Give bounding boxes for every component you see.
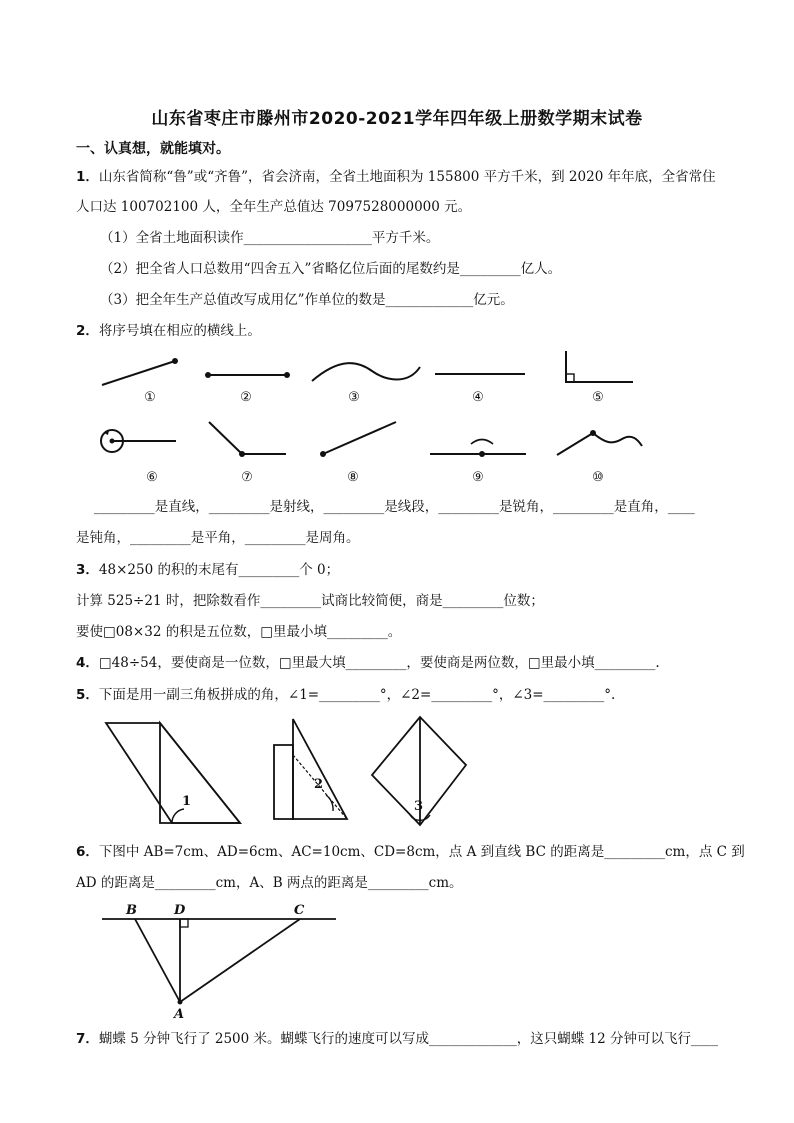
question-text: □48÷54，要使商是一位数，□里最大填_________，要使商是两位数，□里最小填_________. — [98, 655, 660, 671]
question-number: 5． — [76, 687, 99, 703]
question-1-sub-2: （2）把全省人口总数用“四舍五入”省略亿位后面的尾数约是_________亿人。 — [100, 261, 562, 277]
question-number: 2． — [76, 323, 99, 339]
figure-label-5: ⑤ — [592, 390, 604, 405]
question-1-line-1 — [76, 168, 716, 186]
question-number: 4． — [76, 655, 99, 671]
angle-3-label: 3 — [414, 799, 424, 814]
page-title: 山东省枣庄市滕州市2020-2021学年四年级上册数学期末试卷 — [151, 109, 643, 129]
figure-1-ray — [102, 361, 175, 385]
figure-label-7: ⑦ — [241, 470, 253, 485]
question-6-line-2: AD 的距离是_________cm，A、B 两点的距离是_________cm。 — [76, 875, 463, 891]
figure-8-acute-angle — [323, 422, 396, 454]
figure-7-obtuse-angle — [209, 422, 286, 454]
ruler-triangle-b — [160, 723, 240, 823]
question-1-line-2: 人口达 100702100 人，全年生产总值达 7097528000000 元。 — [76, 199, 472, 215]
question-2 — [76, 322, 261, 340]
segment-ac — [180, 919, 300, 1002]
ruler-triangle-c — [274, 745, 293, 819]
question-5 — [76, 686, 615, 704]
question-3-line-1 — [76, 561, 339, 579]
question-4 — [76, 654, 660, 672]
figure-10-curve — [557, 433, 642, 455]
right-angle-mark — [566, 374, 574, 382]
figure-label-9: ⑨ — [472, 470, 484, 485]
figure-label-1: ① — [144, 390, 156, 405]
figure-label-4: ④ — [472, 390, 484, 405]
segment-ab — [135, 919, 180, 1002]
point-c-label: C — [294, 903, 305, 918]
angle-1-label: 1 — [182, 794, 192, 809]
triangle-ruler-figures — [100, 715, 480, 835]
question-text: 将序号填在相应的横线上。 — [98, 323, 261, 339]
question-number: 3． — [76, 562, 99, 578]
figure-5-right-angle — [566, 351, 633, 382]
right-angle-mark — [180, 919, 188, 927]
figure-label-2: ② — [240, 390, 252, 405]
angle-2-label: 2 — [314, 777, 324, 792]
figure-3-curve — [312, 363, 420, 381]
question-text: 48×250 的积的末尾有_________个 0； — [98, 562, 340, 578]
question-3-line-3: 要使□08×32 的积是五位数，□里最小填_________。 — [76, 624, 402, 640]
question-number: 7． — [76, 1031, 99, 1047]
question-2-answer-2: 是钝角，_________是平角，_________是周角。 — [76, 530, 360, 546]
question-7 — [76, 1030, 718, 1048]
figure-label-10: ⑩ — [592, 470, 604, 485]
question-number: 6． — [76, 844, 99, 860]
question-text: 下面是用一副三角板拼成的角，∠1=_________°，∠2=_________°，∠3=_________°. — [98, 687, 616, 703]
point-b-label: B — [126, 903, 137, 918]
question-number: 1． — [76, 169, 99, 185]
question-1-sub-3: （3）把全年生产总值改写成用亿”作单位的数是_____________亿元。 — [100, 292, 514, 308]
question-text: 山东省简称“鲁”或“齐鲁”，省会济南，全省土地面积为 155800 平方千米，到 2020 年年底，全省常住 — [98, 169, 716, 185]
figure-label-3: ③ — [348, 390, 360, 405]
point-a-label: A — [174, 1007, 185, 1022]
question-6-line-1 — [76, 843, 745, 861]
ruler-triangle-d — [293, 719, 347, 819]
question-2-answer-1: _________是直线，_________是射线，_________是线段，_________是锐角，_________是直角，____ — [94, 499, 695, 515]
figure-label-8: ⑧ — [347, 470, 359, 485]
question-text: 下图中 AB=7cm、AD=6cm、AC=10cm、CD=8cm，点 A 到直线 BC 的距离是_________cm，点 C 到 — [98, 844, 745, 860]
line-angle-figures — [90, 345, 650, 490]
question-3-line-2: 计算 525÷21 时，把除数看作_________试商比较简便，商是_________位数； — [76, 593, 544, 609]
figure-label-6: ⑥ — [146, 470, 158, 485]
section-heading: 一、认真想，就能填对。 — [76, 141, 230, 157]
point-d-label: D — [174, 903, 186, 918]
distance-figure — [100, 900, 360, 1022]
question-text: 蝴蝶 5 分钟飞行了 2500 米。蝴蝶飞行的速度可以写成_____________，这只蝴蝶 12 分钟可以飞行____ — [98, 1031, 719, 1047]
question-1-sub-1: （1）全省土地面积读作___________________平方千米。 — [100, 230, 440, 246]
